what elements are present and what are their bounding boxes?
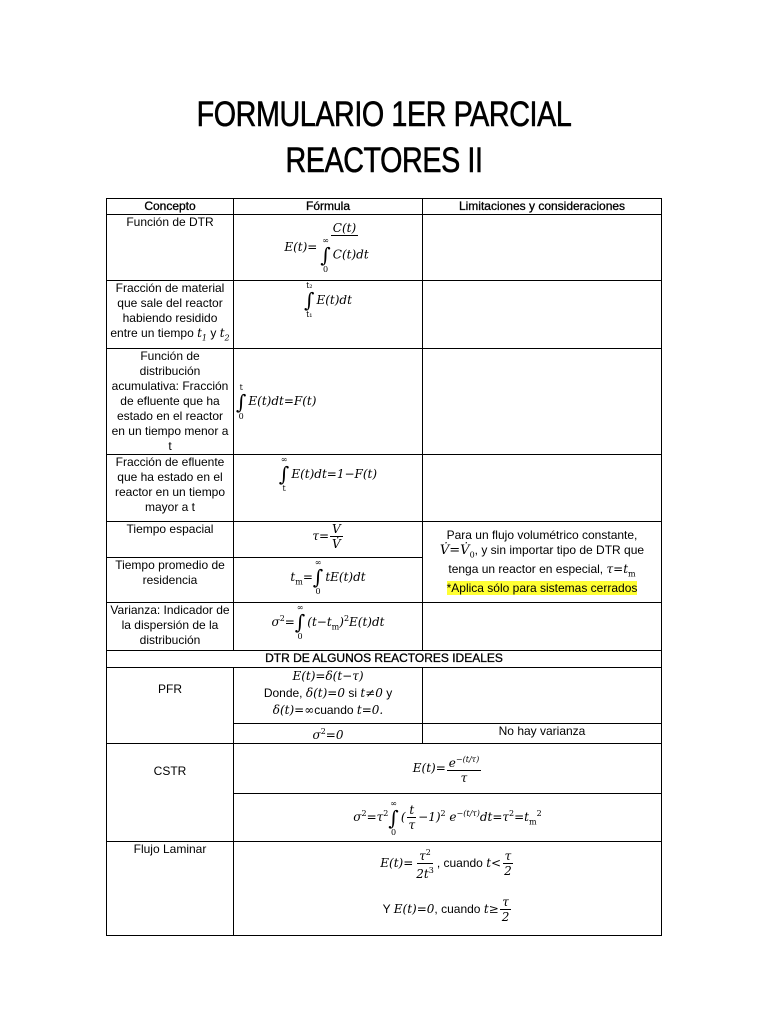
row-greater bbox=[107, 455, 662, 522]
section-title: DTR DE ALGUNOS REACTORES IDEALES bbox=[107, 651, 662, 668]
cstr-dtr-formula: E(t)= $\frac{e^{-(t/\tau)}}{\tau}$ bbox=[412, 754, 480, 785]
no-variance-cell: No hay varianza bbox=[423, 724, 662, 744]
pfr-variance-cell: $\sigma^2=0$ bbox=[234, 724, 423, 744]
space-time-formula: τ= $\frac{V}{V̇}$ bbox=[312, 522, 341, 551]
formula-table bbox=[106, 198, 662, 936]
title-line-2: REACTORES II bbox=[285, 141, 483, 180]
closed-systems-note: *Aplica sólo para sistemas cerrados bbox=[446, 581, 638, 596]
formula-cell bbox=[234, 522, 423, 558]
fraction-formula: t₂ ∫ t₁ E(t)dt bbox=[304, 281, 352, 319]
pfr-label: PFR bbox=[107, 668, 234, 744]
row-dtr bbox=[107, 215, 662, 281]
row-fraction bbox=[107, 281, 662, 349]
concept-cell: Fracción de material que sale del reactor habiendo residido entre un tiempo $t_1$ y $t_2$ bbox=[107, 281, 234, 349]
cstr-label: CSTR bbox=[107, 744, 234, 842]
notes-cell bbox=[423, 281, 662, 349]
row-variance bbox=[107, 603, 662, 651]
greater-formula: ∞ ∫ t E(t)dt=1−F(t) bbox=[278, 455, 378, 493]
row-cstr bbox=[107, 744, 662, 794]
header-concept: Concepto bbox=[107, 199, 234, 215]
cumulative-formula: t ∫ 0 E(t)dt=F(t) bbox=[236, 382, 317, 421]
variance-formula: $\sigma^2=$ ∞ ∫ 0 $(t-t_m)^2E(t)dt$ bbox=[271, 603, 385, 641]
concept-cell: Función de distribución acumulativa: Fracción de efluente que ha estado en el reactor en un tiempo menor a t bbox=[107, 349, 234, 455]
row-laminar bbox=[107, 842, 662, 936]
mean-time-formula: $t_m=$ ∞ ∫ 0 tE(t)dt bbox=[290, 558, 366, 596]
page-title bbox=[69, 92, 699, 184]
cstr-variance-cell bbox=[234, 794, 662, 842]
row-space-time bbox=[107, 522, 662, 558]
shared-notes-cell: Para un flujo volumétrico constante, $V̇=V̇_0$, y sin importar tipo de DTR que tenga un reactor en especial, $\tau=t_m$ *Aplica sólo para sistemas cerrados bbox=[423, 522, 662, 603]
title-line-1: FORMULARIO 1ER PARCIAL bbox=[196, 95, 572, 134]
notes-cell bbox=[423, 455, 662, 522]
formula-cell bbox=[234, 455, 423, 522]
concept-cell: Tiempo espacial bbox=[107, 522, 234, 558]
row-pfr bbox=[107, 668, 662, 724]
concept-cell: Varianza: Indicador de la dispersión de la distribución bbox=[107, 603, 234, 651]
dtr-formula: E(t)= C(t) ∞ ∫ 0 C(t)dt bbox=[284, 221, 369, 274]
concept-cell: Función de DTR bbox=[107, 215, 234, 281]
notes-cell bbox=[423, 215, 662, 281]
concept-cell: Fracción de efluente que ha estado en el reactor en un tiempo mayor a t bbox=[107, 455, 234, 522]
formula-cell bbox=[234, 349, 423, 455]
concept-cell: Tiempo promedio de residencia bbox=[107, 558, 234, 603]
notes-cell bbox=[423, 349, 662, 455]
header-limitations: Limitaciones y consideraciones bbox=[423, 199, 662, 215]
section-row bbox=[107, 651, 662, 668]
row-cumulative bbox=[107, 349, 662, 455]
laminar-label: Flujo Laminar bbox=[107, 842, 234, 936]
notes-cell bbox=[423, 603, 662, 651]
laminar-formula-cell: E(t)= $\frac{\tau^2}{2t^3}$ , cuando t< $\frac{\tau}{2}$ Y E(t)=0, cuando t≥ $\frac{\tau}{2}$ bbox=[234, 842, 662, 936]
cstr-variance-formula: $\sigma^2=\tau^2$ ∞ ∫ 0 ( $\frac{t}{\tau}$ −1)$^2$ $e^{-(t/\tau)}dt=\tau^2=t_m^2$ bbox=[353, 798, 542, 837]
formula-cell bbox=[234, 215, 423, 281]
notes-cell bbox=[423, 668, 662, 724]
header-formula: Fórmula bbox=[234, 199, 423, 215]
formula-cell bbox=[234, 558, 423, 603]
formula-cell bbox=[234, 281, 423, 349]
header-row bbox=[107, 199, 662, 215]
formula-cell bbox=[234, 603, 423, 651]
pfr-formula-cell: E(t)=δ(t−τ) Donde, δ(t)=0 si t≠0 y δ(t)=∞cuando t=0. bbox=[234, 668, 423, 724]
cstr-formula-cell bbox=[234, 744, 662, 794]
